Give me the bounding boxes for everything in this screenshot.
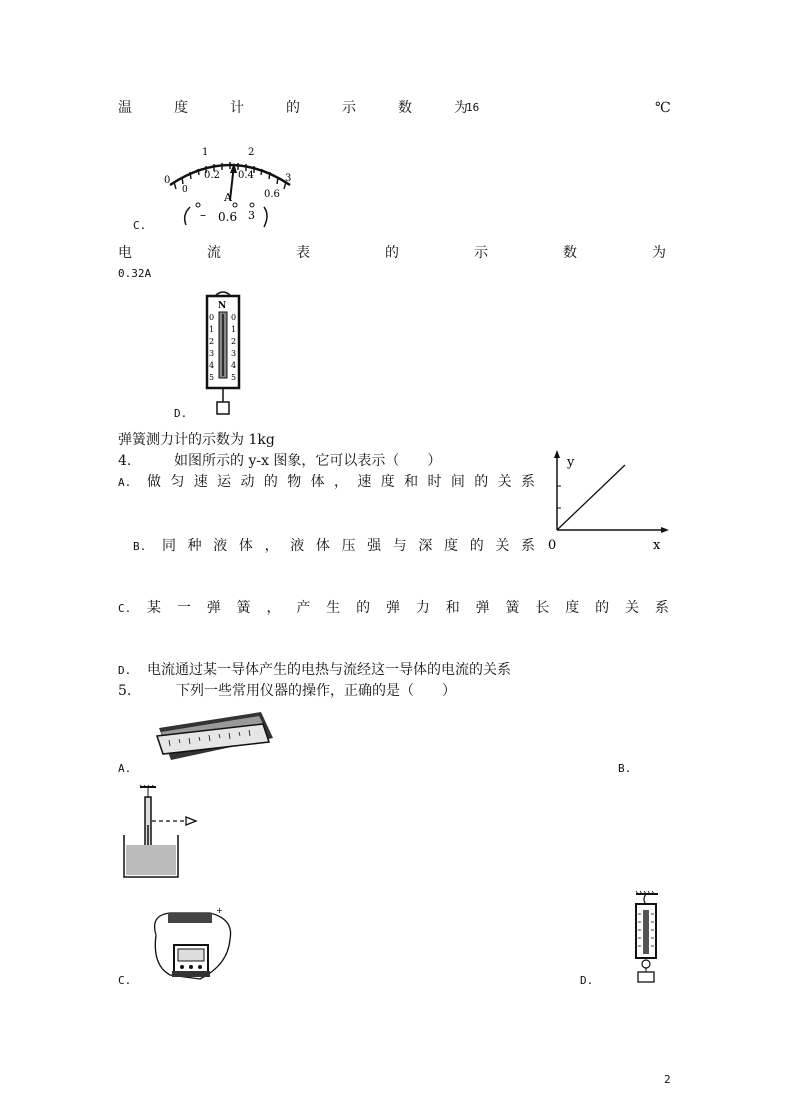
q4-option-d: 电流通过某一导体产生的电热与流经这一导体的电流的关系 [147, 662, 511, 678]
ammeter-top-2: 2 [248, 147, 255, 158]
graph-origin-label: 0 [548, 538, 557, 553]
q4-option-b-label: B. [133, 540, 147, 553]
svg-text:2: 2 [209, 337, 215, 346]
svg-text:4: 4 [209, 361, 215, 370]
svg-text:3: 3 [209, 349, 215, 358]
svg-text:+: + [216, 906, 223, 915]
current-line: 电 流 表 的 示 数 为 [118, 245, 666, 261]
svg-text:5: 5 [209, 373, 215, 382]
q4-option-c: 某 一 弹 簧 ， 产 生 的 弹 力 和 弹 簧 长 度 的 关 系 [147, 600, 669, 616]
q5-figure-b-thermometer [120, 785, 210, 881]
page-number: 2 [664, 1073, 671, 1086]
svg-text:2: 2 [231, 337, 237, 346]
ammeter-bottom-04: 0.4 [238, 170, 254, 181]
q4-graph [545, 448, 675, 553]
spring-scale-n: N [218, 301, 227, 311]
graph-y-label: y [567, 455, 575, 470]
spring-scale-figure [203, 288, 243, 418]
q5-figure-d-spring-scale [628, 890, 664, 986]
q4-number: 4. [118, 453, 132, 469]
graph-x-label: x [653, 538, 661, 553]
q5-option-d-label: D. [580, 974, 594, 987]
temperature-value: 16 [466, 101, 480, 114]
ammeter-terminal-06: 0.6 [218, 210, 238, 224]
ammeter-bottom-0: 0 [182, 185, 188, 195]
q5-option-b-label: B. [618, 762, 632, 775]
q5-option-a-label: A. [118, 762, 132, 775]
current-value: 0.32A [118, 267, 152, 280]
q5-number: 5. [118, 683, 132, 699]
svg-text:1: 1 [209, 325, 215, 334]
option-d-label-spring: D. [174, 407, 188, 420]
svg-text:3: 3 [231, 349, 237, 358]
option-c-label-ammeter: C. [133, 219, 147, 232]
ammeter-figure [160, 145, 300, 235]
q4-option-b: 同 种 液 体 ， 液 体 压 强 与 深 度 的 关 系 [162, 538, 535, 554]
q5-figure-a-ruler [155, 710, 275, 764]
q5-stem: 下列一些常用仪器的操作，正确的是（ ） [176, 683, 456, 699]
temperature-line: 温 度 计 的 示 数 为 [118, 100, 468, 116]
graph-line [557, 465, 625, 530]
ammeter-bottom-06: 0.6 [264, 189, 280, 200]
ammeter-bottom-02: 0.2 [204, 170, 220, 181]
spring-line: 弹簧测力计的示数为 1kg [118, 432, 275, 448]
q4-option-a-label: A. [118, 476, 132, 489]
svg-text:0: 0 [231, 313, 237, 322]
q4-stem: 如图所示的 y-x 图象，它可以表示（ ） [174, 453, 442, 469]
ammeter-top-1: 1 [202, 147, 209, 158]
ammeter-top-3: 3 [285, 173, 292, 184]
svg-text:1: 1 [231, 325, 237, 334]
ammeter-unit-label: A [224, 191, 232, 204]
q4-option-d-label: D. [118, 664, 132, 677]
temperature-unit: ℃ [655, 100, 671, 116]
q5-option-c-label: C. [118, 974, 132, 987]
ammeter-terminal-minus: – [200, 208, 206, 222]
q5-figure-c-circuit [150, 905, 240, 985]
ammeter-terminal-3: 3 [248, 209, 255, 222]
svg-text:5: 5 [231, 373, 237, 382]
svg-text:4: 4 [231, 361, 237, 370]
q4-option-c-label: C. [118, 602, 132, 615]
q4-option-a: 做 匀 速 运 动 的 物 体 ， 速 度 和 时 间 的 关 系 [147, 474, 535, 490]
ammeter-zero: 0 [164, 175, 171, 186]
svg-text:0: 0 [209, 313, 215, 322]
